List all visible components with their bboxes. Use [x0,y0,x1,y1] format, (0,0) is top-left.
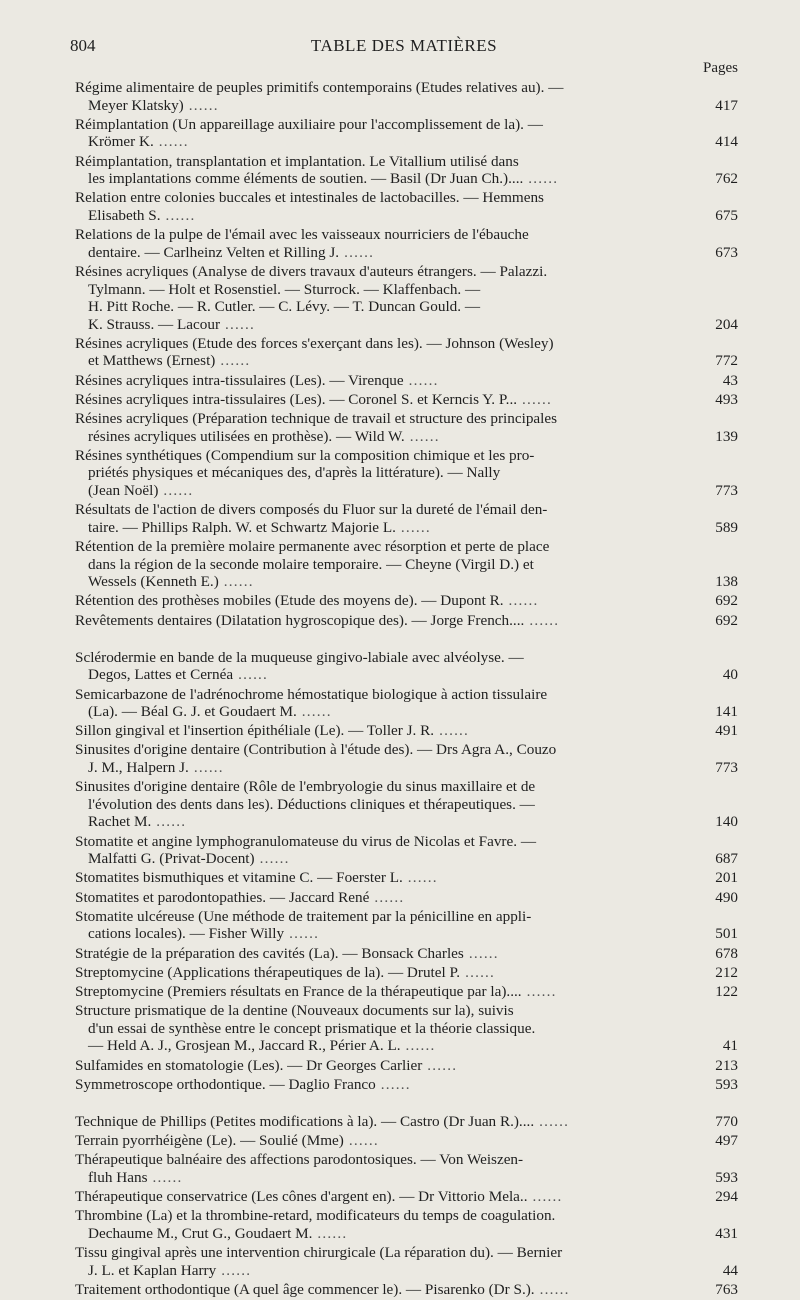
page-header [70,36,738,60]
index-entry [75,869,738,887]
entry-line-3: Rachet M. [88,813,152,831]
page-reference: 490 [715,888,738,906]
index-entry [75,391,738,409]
entry-text [75,1076,411,1093]
page-reference: 593 [715,1075,738,1093]
entry-text [75,79,563,114]
dot-leader: ...... [524,611,560,629]
page-reference: 491 [715,722,738,740]
entry-text [75,1281,570,1298]
index-entry [75,153,738,188]
entry-text [75,538,549,590]
index-entry [75,722,738,740]
section-gap [75,1095,738,1113]
entry-line-3: — Held A. J., Grosjean M., Jaccard R., Périer A. L. [88,1037,401,1055]
dot-leader: ...... [183,96,219,114]
dot-leader: ...... [218,573,254,591]
index-entry [75,263,738,333]
page-reference: 692 [715,611,738,629]
dot-leader: ...... [375,1075,411,1093]
dot-leader: ...... [153,133,189,151]
entry-line-1: Symmetroscope orthodontique. — Daglio Franco [75,1075,376,1093]
entry-line-2: Degos, Lattes et Cernéa [88,666,234,684]
page-reference: 140 [715,813,738,831]
page-reference: 673 [715,243,738,261]
page-reference: 675 [715,206,738,224]
entry-line-1: Résines acryliques (Analyse de divers travaux d'auteurs étrangers. — Palazzi. [75,262,548,280]
page-reference: 692 [715,592,738,610]
dot-leader: ...... [460,963,496,981]
entry-line-2: et Matthews (Ernest) [88,352,216,370]
page-reference: 141 [715,703,738,721]
entry-line-3: (Jean Noël) [88,482,159,499]
entry-text [75,908,531,943]
dot-leader: ...... [339,243,375,261]
dot-leader: ...... [517,390,553,408]
page-reference: 589 [715,518,738,536]
dot-leader: ...... [534,1112,570,1130]
entry-line-1: Relations de la pulpe de l'émail avec les vaisseaux nourriciers de l'ébauche [75,226,529,244]
index-entry [75,945,738,963]
entry-line-1: Réimplantation, transplantation et implantation. Le Vitallium utilisé dans [75,152,519,170]
entry-text [75,964,495,981]
entry-line-1: Stomatite et angine lymphogranulomateuse du virus de Nicolas et Favre. — [75,832,537,850]
entry-line-2: Tylmann. — Holt et Rosenstiel. — Sturrock. — Klaffenbach. — [88,280,481,298]
entry-line-1: Rétention de la première molaire permanente avec résorption et perte de place [75,537,550,555]
entry-text [75,447,534,499]
entry-line-1: Terrain pyorrhéigène (Le). — Soulié (Mme) [75,1132,344,1150]
entry-line-1: Relation entre colonies buccales et intestinales de lactobacilles. — Hemmens [75,189,544,207]
dot-leader: ...... [147,1168,183,1186]
page-reference: 501 [715,925,738,943]
entry-text [75,983,557,1000]
dot-leader: ...... [233,666,269,684]
entry-text [75,741,556,776]
index-entry [75,778,738,831]
entry-line-1: Stratégie de la préparation des cavités (La). — Bonsack Charles [75,944,464,962]
entry-text [75,1151,523,1186]
entry-line-1: Résines acryliques (Etude des forces s'exerçant dans les). — Johnson (Wesley) [75,334,554,352]
entry-line-2: cations locales). — Fisher Willy [88,925,285,943]
entry-line-3: Wessels (Kenneth E.) [88,573,219,591]
page-reference: 493 [715,390,738,408]
entry-line-2: taire. — Phillips Ralph. W. et Schwartz Majorie L. [88,518,396,536]
page-reference: 213 [715,1056,738,1074]
page-reference: 204 [715,315,738,333]
dot-leader: ...... [254,850,290,868]
entry-text [75,833,536,868]
entry-text [75,686,547,721]
dot-leader: ...... [403,371,439,389]
entry-line-1: Tissu gingival après une intervention chirurgicale (La réparation du). — Bernier [75,1244,563,1261]
index-entry [75,1076,738,1094]
dot-leader: ...... [296,703,332,721]
index-entry [75,79,738,114]
entry-line-1: Sinusites d'origine dentaire (Contribution à l'étude des). — Drs Agra A., Couzo [75,741,557,759]
page-reference: 678 [715,944,738,962]
index-entry [75,1244,738,1279]
page-number: 804 [70,36,96,55]
dot-leader: ...... [527,1188,563,1206]
entry-line-1: Résines synthétiques (Compendium sur la composition chimique et les pro- [75,446,535,464]
page-reference: 138 [715,573,738,591]
page-reference: 770 [715,1112,738,1130]
index-entry [75,1188,738,1206]
entry-line-2: dans la région de la seconde molaire temporaire. — Cheyne (Virgil D.) et [88,555,534,573]
dot-leader: ...... [188,759,224,777]
index-entry [75,1207,738,1242]
page-reference: 139 [715,427,738,445]
dot-leader: ...... [343,1132,379,1150]
running-title: TABLE DES MATIÈRES [310,36,498,55]
index-entry [75,686,738,721]
entry-line-2: J. M., Halpern J. [88,759,189,777]
entry-text [75,116,543,151]
index-entry [75,1057,738,1075]
index-entry [75,649,738,684]
entry-line-1: Stomatite ulcéreuse (Une méthode de traitement par la pénicilline en appli- [75,907,532,925]
dot-leader: ...... [216,1261,252,1279]
entry-line-1: Thérapeutique conservatrice (Les cônes d'argent en). — Dr Vittorio Mela.. [75,1188,528,1206]
entry-line-2: dentaire. — Carlheinz Velten et Rilling J. [88,243,340,261]
dot-leader: ...... [422,1056,458,1074]
page-reference: 431 [715,1224,738,1242]
entry-text [75,391,552,408]
dot-leader: ...... [521,982,557,1000]
index-entry [75,889,738,907]
entry-line-2: (La). — Béal G. J. et Goudaert M. [88,703,297,721]
entry-text [75,722,469,739]
page-reference: 294 [715,1188,738,1206]
entry-text [75,501,547,536]
dot-leader: ...... [158,482,194,499]
page-reference: 41 [722,1037,738,1055]
entry-line-1: Technique de Phillips (Petites modifications à la). — Castro (Dr Juan R.).... [75,1112,535,1130]
index-entry [75,501,738,536]
entry-text [75,1244,562,1279]
entry-line-2: les implantations comme éléments de soutien. — Basil (Dr Juan Ch.).... [88,170,524,188]
entry-text [75,335,554,370]
entry-line-1: Sulfamides en stomatologie (Les). — Dr Georges Carlier [75,1056,423,1074]
dot-leader: ...... [395,518,431,536]
entry-line-2: résines acryliques utilisées en prothèse). — Wild W. [88,427,405,445]
dot-leader: ...... [151,813,187,831]
index-entry [75,410,738,445]
entry-line-1: Traitement orthodontique (A quel âge commencer le). — Pisarenko (Dr S.). [75,1280,535,1298]
section-gap [75,631,738,649]
entry-text [75,778,535,830]
index-entry [75,1113,738,1131]
index-entry [75,964,738,982]
dot-leader: ...... [434,722,470,740]
entry-line-1: Thérapeutique balnéaire des affections parodontosiques. — Von Weiszen- [75,1151,524,1169]
entry-line-1: Résines acryliques intra-tissulaires (Les). — Virenque [75,371,404,389]
entry-line-1: Revêtements dentaires (Dilatation hygroscopique des). — Jorge French.... [75,611,525,629]
index-entry [75,1132,738,1150]
entry-line-2: Krömer K. [88,133,154,151]
index-entry [75,447,738,500]
dot-leader: ...... [402,869,438,887]
index-entry [75,335,738,370]
entry-line-3: H. Pitt Roche. — R. Cutler. — C. Lévy. — T. Duncan Gould. — [88,298,481,316]
entry-line-2: Meyer Klatsky) [88,96,184,114]
index-entry [75,1151,738,1186]
index-entry [75,116,738,151]
entry-line-1: Régime alimentaire de peuples primitifs contemporains (Etudes relatives au). — [75,79,564,96]
entry-text [75,410,557,445]
entry-line-1: Résultats de l'action de divers composés du Fluor sur la dureté de l'émail den- [75,501,548,519]
entry-text [75,153,558,188]
entry-text [75,1002,535,1054]
dot-leader: ...... [312,1224,348,1242]
dot-leader: ...... [369,888,405,906]
dot-leader: ...... [160,206,196,224]
page-reference: 212 [715,963,738,981]
entry-line-1: Stomatites et parodontopathies. — Jaccard René [75,888,370,906]
entry-text [75,649,524,684]
page-reference: 414 [715,133,738,151]
entry-text [75,945,499,962]
entry-line-1: Semicarbazone de l'adrénochrome hémostatique biologique à action tissulaire [75,685,548,703]
entry-line-1: Résines acryliques (Préparation technique de travail et structure des principales [75,410,558,428]
page-reference: 40 [722,666,738,684]
entry-text [75,1057,457,1074]
dot-leader: ...... [284,925,320,943]
entry-text [75,612,559,629]
entry-line-2: priétés physiques et mécaniques des, d'après la littérature). — Nally [88,464,501,482]
page-reference: 122 [715,982,738,1000]
entry-line-1: Stomatites bismuthiques et vitamine C. — Foerster L. [75,869,403,887]
index-entry [75,983,738,1001]
entry-line-1: Sinusites d'origine dentaire (Rôle de l'embryologie du sinus maxillaire et de [75,778,536,796]
entry-line-2: J. L. et Kaplan Harry [88,1261,217,1279]
page-reference: 773 [715,759,738,777]
entry-text [75,263,547,333]
entry-line-2: l'évolution des dents dans les). Déductions cliniques et thérapeutiques. — [88,795,535,813]
entry-line-4: K. Strauss. — Lacour [88,315,221,333]
page-reference: 497 [715,1132,738,1150]
page-reference: 417 [715,96,738,114]
dot-leader: ...... [534,1280,570,1298]
dot-leader: ...... [503,592,539,610]
subject-index [75,79,738,1300]
entry-line-1: Sillon gingival et l'insertion épithéliale (Le). — Toller J. R. [75,722,435,740]
entry-line-1: Streptomycine (Applications thérapeutiques de la). — Drutel P. [75,963,461,981]
dot-leader: ...... [400,1037,436,1055]
entry-text [75,1207,555,1242]
entry-line-1: Thrombine (La) et la thrombine-retard, modificateurs du temps de coagulation. [75,1207,556,1225]
entry-text [75,372,439,389]
dot-leader: ...... [404,427,440,445]
index-entry [75,833,738,868]
index-entry [75,538,738,591]
index-entry [75,592,738,610]
entry-line-1: Résines acryliques intra-tissulaires (Les). — Coronel S. et Kerncis Y. P... [75,390,518,408]
index-entry [75,226,738,261]
entry-text [75,1188,563,1205]
page-reference: 762 [715,170,738,188]
page-reference: 773 [715,482,738,499]
entry-text [75,189,544,224]
index-entry [75,189,738,224]
page-reference: 687 [715,850,738,868]
entry-line-1: Structure prismatique de la dentine (Nouveaux documents sur la), suivis [75,1002,514,1020]
page-reference: 763 [715,1280,738,1298]
index-entry [75,1002,738,1055]
entry-text [75,889,404,906]
entry-line-2: Dechaume M., Crut G., Goudaert M. [88,1224,313,1242]
page-reference: 593 [715,1168,738,1186]
entry-text [75,1113,569,1130]
entry-line-1: Streptomycine (Premiers résultats en France de la thérapeutique par la).... [75,982,522,1000]
pages-column-label: Pages [703,60,738,76]
entry-text [75,592,539,609]
dot-leader: ...... [463,944,499,962]
page-reference: 772 [715,352,738,370]
index-entry [75,372,738,390]
page-reference: 201 [715,869,738,887]
entry-line-2: Malfatti G. (Privat-Docent) [88,850,255,868]
entry-line-2: d'un essai de synthèse entre le concept prismatique et la théorie classique. [88,1019,536,1037]
dot-leader: ...... [220,315,256,333]
entry-line-1: Sclérodermie en bande de la muqueuse gingivo-labiale avec alvéolyse. — [75,648,524,666]
index-entry [75,612,738,630]
page-reference: 43 [722,371,738,389]
index-entry [75,741,738,776]
entry-line-2: Elisabeth S. [88,206,161,224]
entry-line-1: Réimplantation (Un appareillage auxiliaire pour l'accomplissement de la). — [75,115,543,133]
entry-line-1: Rétention des prothèses mobiles (Etude des moyens de). — Dupont R. [75,592,504,610]
entry-text [75,226,529,261]
entry-line-2: fluh Hans [88,1168,148,1186]
entry-text [75,1132,379,1149]
dot-leader: ...... [215,352,251,370]
entry-text [75,869,438,886]
page-reference: 44 [722,1261,738,1279]
dot-leader: ...... [523,170,559,188]
index-entry [75,908,738,943]
